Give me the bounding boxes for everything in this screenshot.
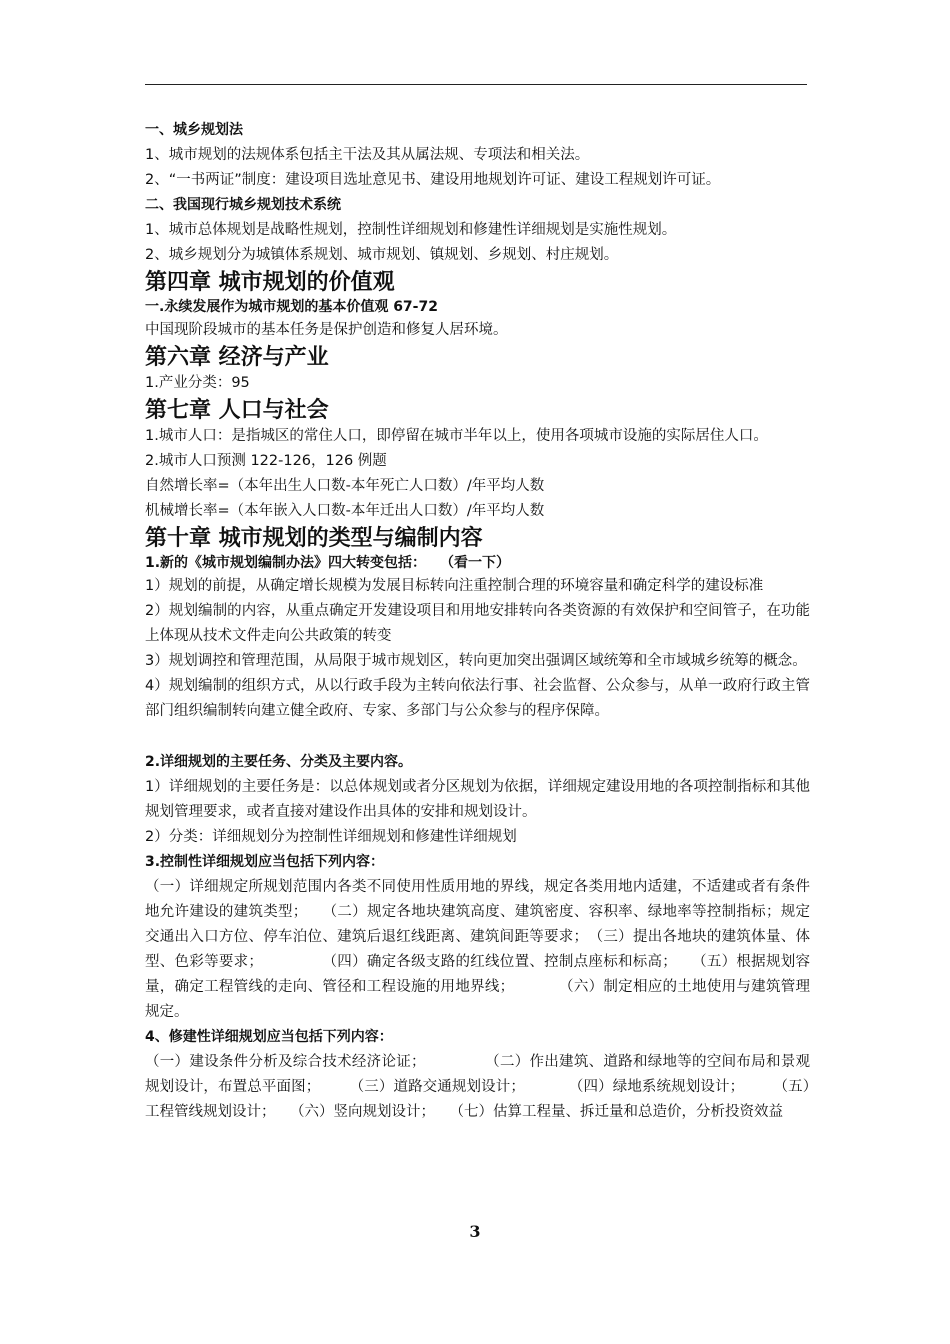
paragraph: （一）详细规定所规划范围内各类不同使用性质用地的界线，规定各类用地内适建，不适建或者有条件地允许建设的建筑类型； （二）规定各地块建筑高度、建筑密度、容积率、绿地率等控制指标；规定交通出入口方位、停车泊位、建筑后退红线距离、建筑间距等要求； （三）提出各地块的建筑体量、体型、色彩等要求； （四）确定各级支路的红线位置、控制点座标和标高； （五）根据规划容量，确定工程管线的走向、管径和工程设施的用地界线； （六）制定相应的土地使用与建筑管理规定。 [145,879,810,1020]
paragraph: 自然增长率=（本年出生人口数-本年死亡人口数）/年平均人数 [145,478,545,494]
paragraph: 2）分类：详细规划分为控制性详细规划和修建性详细规划 [145,829,517,845]
section-heading: 2.详细规划的主要任务、分类及主要内容。 [145,754,413,770]
paragraph: 2.城市人口预测 122-126，126 例题 [145,453,387,469]
paragraph: 机械增长率=（本年嵌入人口数-本年迁出人口数）/年平均人数 [145,503,545,519]
subheading: 1.新的《城市规划编制办法》四大转变包括： （看一下） [145,555,511,571]
paragraph: 2、城乡规划分为城镇体系规划、城市规划、镇规划、乡规划、村庄规划。 [145,247,619,263]
paragraph: 1）规划的前提，从确定增长规模为发展目标转向注重控制合理的环境容量和确定科学的建设标准 [145,578,764,594]
section-heading: 二、我国现行城乡规划技术系统 [145,197,341,213]
subheading: 一.永续发展作为城市规划的基本价值观 67-72 [145,299,438,315]
paragraph: 1、城市总体规划是战略性规划，控制性详细规划和修建性详细规划是实施性规划。 [145,222,677,238]
page-number: 3 [469,1222,481,1241]
paragraph: 3）规划调控和管理范围，从局限于城市规划区，转向更加突出强调区域统筹和全市域城乡统筹的概念。 [145,653,807,669]
paragraph: 1、城市规划的法规体系包括主干法及其从属法规、专项法和相关法。 [145,147,590,163]
paragraph: 1）详细规划的主要任务是：以总体规划或者分区规划为依据，详细规定建设用地的各项控制指标和其他规划管理要求，或者直接对建设作出具体的安排和规划设计。 [145,779,810,820]
paragraph: 中国现阶段城市的基本任务是保护创造和修复人居环境。 [145,322,508,338]
chapter-heading: 第四章 城市规划的价值观 [145,270,395,295]
header-rule [145,84,807,85]
chapter-heading: 第六章 经济与产业 [145,345,329,370]
paragraph: 1.产业分类：95 [145,375,250,391]
paragraph: 4）规划编制的组织方式，从以行政手段为主转向依法行事、社会监督、公众参与，从单一政府行政主管部门组织编制转向建立健全政府、专家、多部门与公众参与的程序保障。 [145,678,810,719]
chapter-heading: 第七章 人口与社会 [145,398,329,423]
paragraph: 1.城市人口：是指城区的常住人口，即停留在城市半年以上，使用各项城市设施的实际居住人口。 [145,428,768,444]
document-body [145,118,810,1125]
blank-line [145,724,810,750]
section-heading: 3.控制性详细规划应当包括下列内容： [145,854,385,870]
paragraph: （一）建设条件分析及综合技术经济论证； （二）作出建筑、道路和绿地等的空间布局和景观规划设计，布置总平面图； （三）道路交通规划设计； （四）绿地系统规划设计； （五）工程管线规划设计； （六）竖向规划设计； （七）估算工程量、拆迁量和总造价，分析投资效益 [145,1054,810,1120]
section-heading: 4、修建性详细规划应当包括下列内容： [145,1029,393,1045]
chapter-heading: 第十章 城市规划的类型与编制内容 [145,526,483,551]
paragraph: 2）规划编制的内容，从重点确定开发建设项目和用地安排转向各类资源的有效保护和空间管子，在功能上体现从技术文件走向公共政策的转变 [145,603,810,644]
paragraph: 2、“一书两证”制度：建设项目选址意见书、建设用地规划许可证、建设工程规划许可证。 [145,172,721,188]
section-heading: 一、城乡规划法 [145,122,243,138]
